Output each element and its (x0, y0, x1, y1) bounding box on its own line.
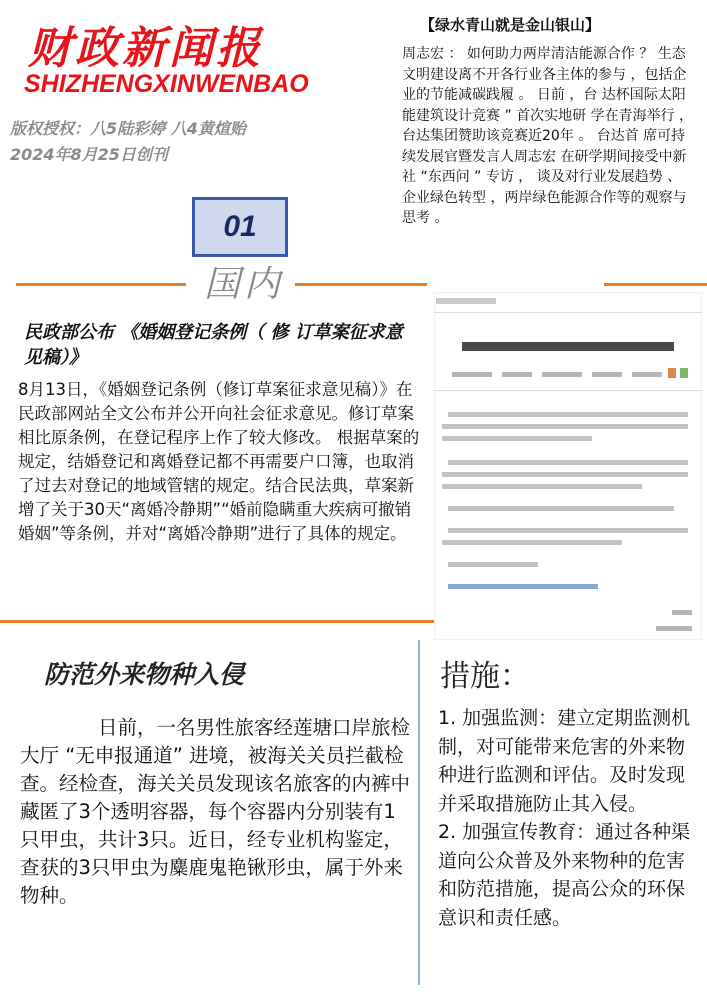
section-number-badge (192, 197, 288, 257)
article2-title: 防范外来物种入侵 (44, 660, 245, 689)
section-number: 01 (223, 210, 257, 243)
document-screenshot-icon (434, 292, 702, 640)
article2-body (20, 714, 410, 910)
section-label: 国内 (204, 264, 285, 305)
masthead-pinyin: SHIZHENGXINWENBAO (24, 70, 309, 98)
founded-date: 2024年8月25日创刊 (10, 145, 168, 164)
measure-item: 1. 加强监测：建立定期监测机制，对可能带来危害的外来物种进行监测和评估。及时发现并采取措施防止其入侵。 (438, 707, 691, 815)
measures-list (438, 704, 700, 932)
article1-title: 民政部公布 《婚姻登记条例（ 修 订草案征求意见稿）》 (24, 322, 403, 368)
orange-rule-middle (0, 620, 437, 623)
measures-title: 措施： (440, 659, 530, 694)
masthead-title: 财政新闻报 (28, 23, 263, 74)
orange-rule-right (295, 283, 427, 286)
vertical-divider (418, 640, 420, 985)
article2-body-text: 日前，一名男性旅客经莲塘口岸旅检大厅 “无申报通道” 进境，被海关关员拦截检查。经检查，海关关员发现该名旅客的内裤中藏匿了3个透明容器，每个容器内分别装有1只甲虫，共计3只。近日，经专业机构鉴定，查获的3只甲虫为麋鹿鬼艳锹形虫，属于外来物种。 (20, 716, 411, 907)
copyright-line: 版权授权：八5陆彩婷 八4黄煊贻 (10, 119, 246, 138)
measure-item: 2. 加强宣传教育：通过各种渠道向公众普及外来物种的危害和防范措施，提高公众的环保意识和责任感。 (438, 821, 691, 929)
sidebar-title: 【绿水青山就是金山银山】 (420, 16, 601, 34)
orange-rule-far (604, 283, 707, 286)
orange-rule-left (16, 283, 186, 286)
sidebar-body: 周志宏 ： 如何助力两岸清洁能源合作 ？ 生态文明建设离不开各行业各主体的参与 ，包括企业的节能减碳践履 。 日前 ，台 达杯国际太阳能建筑设计竞赛 ” 首次实地研 学在青海举行 ， 台达集团赞助该竞赛近20年 。 台达首 席可持续发展官暨发言人周志宏 在研学期间接受中新社 “东西问 ” 专访 ， 谈及对行业发展趋势 、 企业绿色转型 ，两岸绿色能源合作等的观察与思考 。 (402, 46, 694, 226)
article1-body: 8月13日，《婚姻登记条例（修订草案征求意见稿）》在民政部网站全文公布并公开向社会征求意见。修订草案相比原条例，在登记程序上作了较大修改。 根据草案的规定，结婚登记和离婚登记都不再需要户口簿，也取消了过去对登记的地域管辖的规定。结合民法典，草案新增了关于30天“离婚冷静期”“婚前隐瞒重大疾病可撤销婚姻”等条例，并对“离婚冷静期”进行了具体的规定。 (18, 380, 420, 543)
